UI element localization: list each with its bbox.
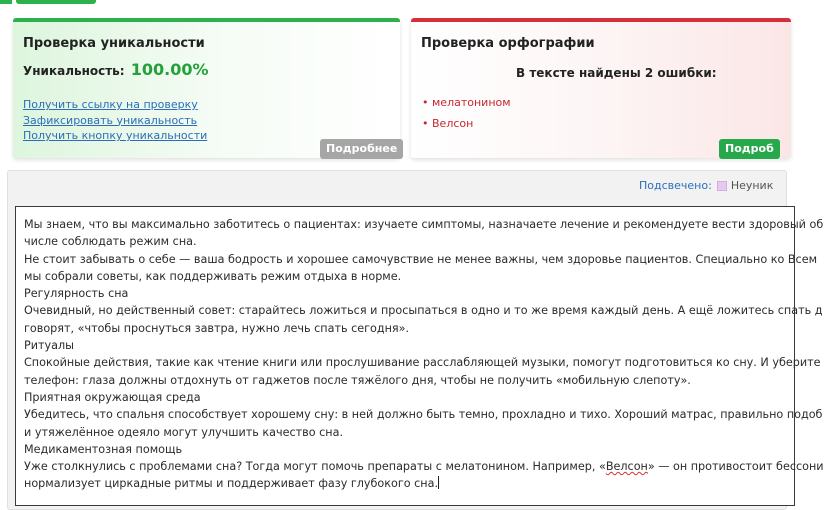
text-line-with-error	[24, 458, 824, 475]
text-line: Очевидный, но действенный совет: старайтесь ложиться и просыпаться в одно и то же время каждый день. А ещё ложитесь спать д	[24, 304, 823, 318]
misspelled-word[interactable]: Велсон	[605, 460, 648, 474]
spelling-card	[411, 18, 791, 158]
spelling-details-button[interactable]: Подроб	[719, 139, 780, 159]
highlight-label: Подсвечено:	[639, 179, 712, 192]
text-segment: » — он противостоит бессони	[647, 460, 824, 474]
spelling-error-list	[422, 92, 511, 134]
fix-uniqueness-link[interactable]: Зафиксировать уникальность	[23, 113, 198, 127]
text-line: Мы знаем, что вы максимально заботитесь о пациентах: изучаете симптомы, назначаете лечение и рекомендуете вести здоровый об	[24, 218, 824, 231]
uniqueness-result	[23, 60, 209, 79]
uniqueness-details-button[interactable]: Подробнее	[320, 139, 403, 159]
text-line: мы собрали советы, как поддерживать режим отдыха в норме.	[24, 269, 402, 283]
text-line: Регулярность сна	[24, 287, 129, 301]
highlight-legend	[639, 179, 773, 192]
text-line: Спокойные действия, такие как чтение книги или прослушивание расслабляющей музыки, помогут подготовиться ко сну. И уберите	[24, 356, 821, 370]
text-line: говорят, «чтобы проснуться завтра, нужно лечь спать сегодня».	[24, 321, 410, 335]
text-line-last	[24, 475, 786, 492]
legend-non-unique-label: Неуник	[730, 179, 774, 192]
uniqueness-card	[13, 18, 400, 158]
top-active-tab-indicator	[16, 0, 96, 4]
uniqueness-links	[23, 97, 207, 144]
text-line: Медикаментозная помощь	[24, 442, 183, 456]
text-line: числе соблюдать режим сна.	[24, 235, 197, 249]
text-line: Убедитесь, что спальня способствует хорошему сну: в ней должно быть темно, прохладно и тихо. Хороший матрас, правильно подоб	[24, 408, 823, 422]
text-editor[interactable]	[15, 206, 824, 506]
text-line: телефон: глаза должны отдохнуть от гаджетов после тяжёлого дня, чтобы не получить «мобильную слепоту».	[24, 373, 691, 387]
spelling-title: Проверка орфографии	[421, 36, 595, 51]
text-segment: Уже столкнулись с проблемами сна? Тогда могут помочь препараты с мелатонином. Например, «	[24, 460, 606, 474]
spelling-error-item[interactable]: • Велсон	[422, 113, 511, 134]
text-cursor	[438, 476, 439, 489]
get-uniqueness-button-link[interactable]: Получить кнопку уникальности	[23, 129, 208, 142]
text-line: Не стоит забывать о себе — ваша бодрость и хорошее самочувствие не менее важны, чем здоровье пациентов. Специально ко Всем	[24, 252, 818, 266]
text-line: Приятная окружающая среда	[24, 390, 201, 404]
uniqueness-title: Проверка уникальности	[23, 36, 205, 51]
spelling-error-item[interactable]: • мелатонином	[422, 92, 511, 113]
uniqueness-label: Уникальность:	[23, 64, 125, 78]
text-segment: нормализует циркадные ритмы и поддерживает фазу глубокого сна.	[24, 477, 439, 491]
get-check-link[interactable]: Получить ссылку на проверку	[23, 98, 198, 111]
non-unique-swatch	[717, 181, 727, 191]
top-logo-mark	[0, 0, 12, 4]
editor-panel	[7, 170, 824, 510]
uniqueness-value: 100.00%	[130, 60, 209, 79]
text-line: и утяжелённое одеяло могут улучшить качество сна.	[24, 425, 344, 439]
text-line: Ритуалы	[24, 339, 74, 353]
spelling-errors-summary: В тексте найдены 2 ошибки:	[516, 66, 717, 80]
